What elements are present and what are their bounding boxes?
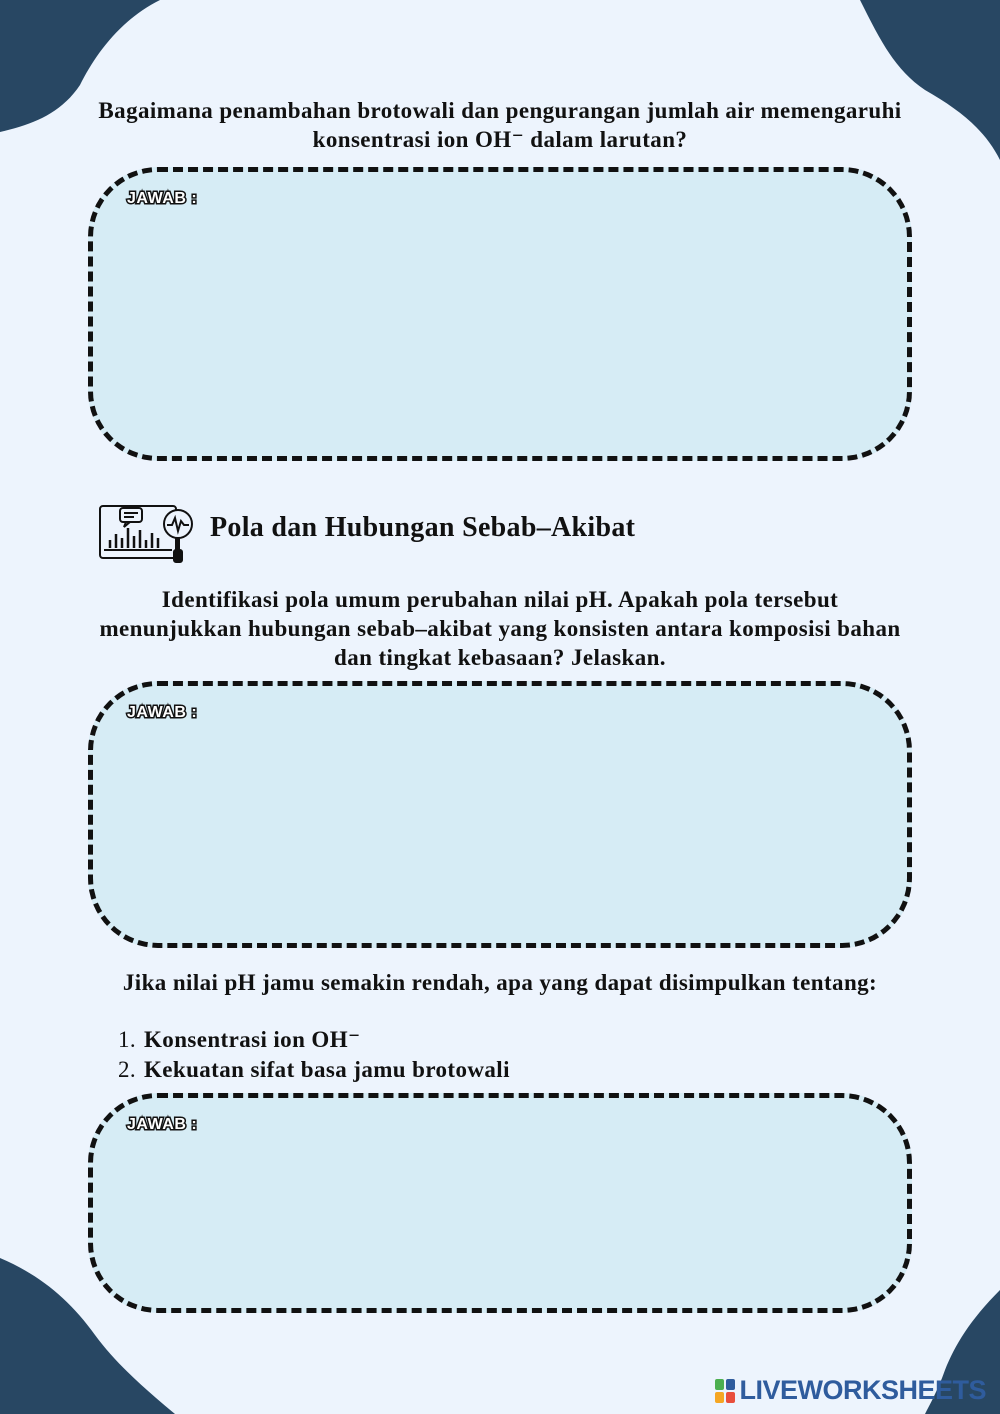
liveworksheets-logo-icon: [715, 1379, 735, 1403]
answer-label: JAWAB :: [127, 1116, 198, 1133]
question-3-list: [118, 1025, 510, 1085]
question-3: Jika nilai pH jamu semakin rendah, apa yang dapat disimpulkan tentang:: [122, 970, 878, 995]
answer-box-1[interactable]: [88, 167, 912, 461]
liveworksheets-watermark[interactable]: [715, 1375, 986, 1406]
question-2: Identifikasi pola umum perubahan nilai pH. Apakah pola tersebut menunjukkan hubungan sebab–akibat yang konsisten antara komposisi bahan dan tingkat kebasaan? Jelaskan.: [99, 587, 901, 670]
answer-box-2[interactable]: [88, 681, 912, 948]
analytics-magnifier-icon: [98, 500, 198, 566]
question-1: Bagaimana penambahan brotowali dan pengurangan jumlah air memengaruhi konsentrasi ion OH⁻ dalam larutan?: [98, 98, 902, 152]
answer-label: JAWAB :: [127, 704, 198, 721]
list-item: 1. Konsentrasi ion OH⁻: [118, 1027, 361, 1052]
section-title: Pola dan Hubungan Sebab–Akibat: [210, 512, 636, 543]
answer-label: JAWAB :: [127, 190, 198, 207]
answer-box-3[interactable]: [88, 1093, 912, 1313]
list-item: 2. Kekuatan sifat basa jamu brotowali: [118, 1057, 510, 1082]
watermark-text: LIVEWORKSHEETS: [739, 1375, 986, 1405]
